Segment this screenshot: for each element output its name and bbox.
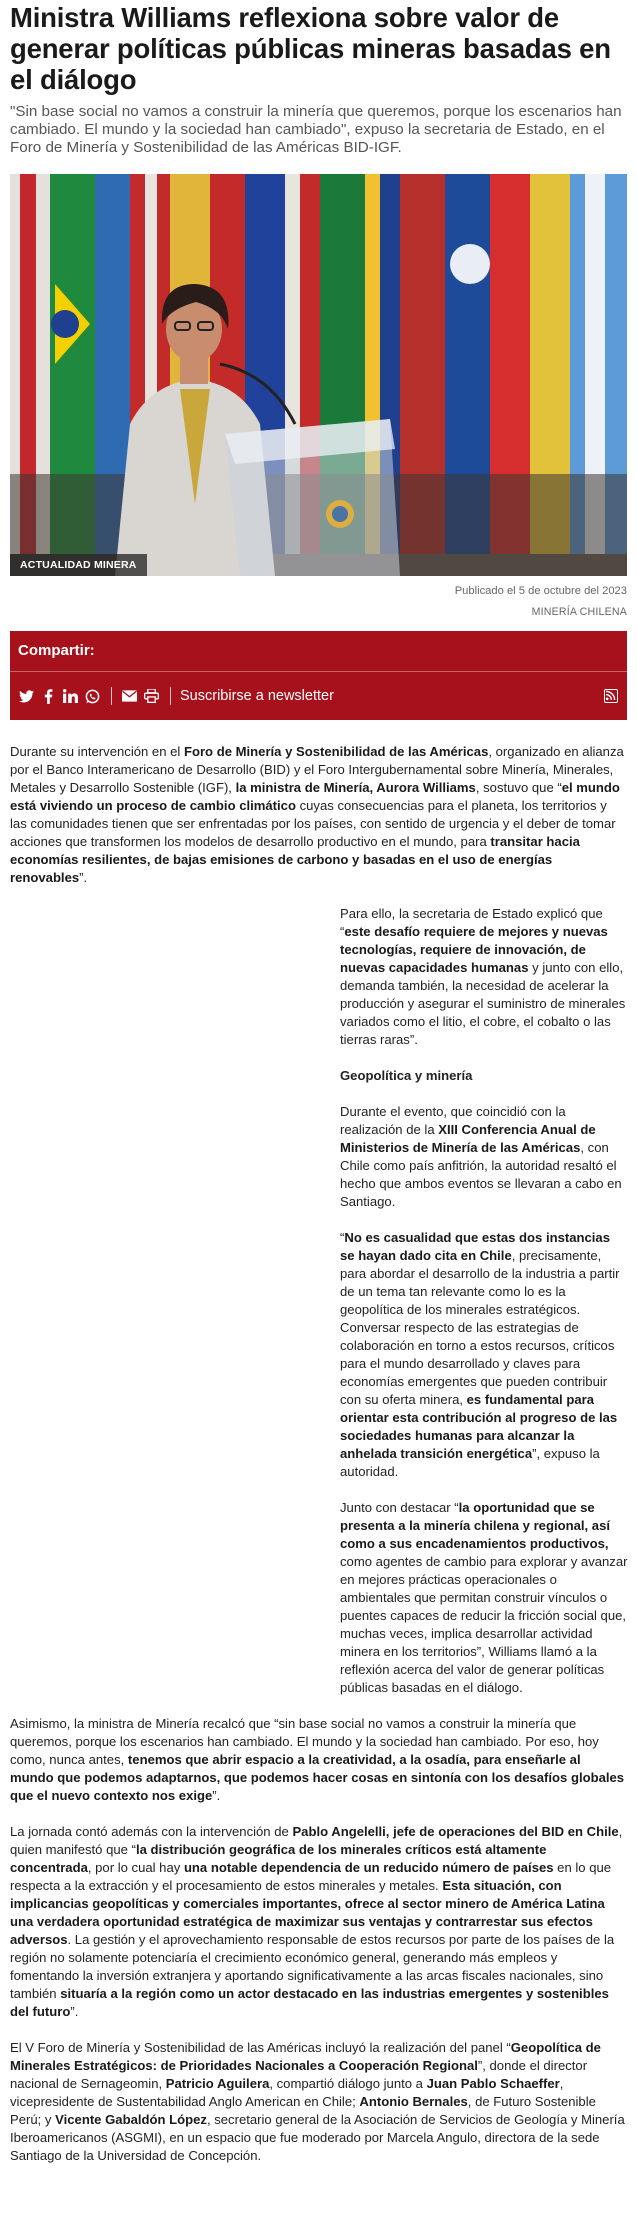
share-separator-2 xyxy=(170,687,171,705)
bold-segment: Geopolítica de Minerales Estratégicos: de Prioridades Nacionales a Cooperación Regional xyxy=(10,2040,601,2073)
paragraph-6 xyxy=(10,1715,627,1805)
twitter-icon[interactable] xyxy=(18,688,34,704)
text-segment: en lo que respecta a la extracción y el procesamiento de estos minerales y metales. xyxy=(10,1860,612,1893)
linkedin-icon[interactable] xyxy=(62,688,78,704)
source-label: MINERÍA CHILENA xyxy=(531,606,627,618)
share-title: Compartir: xyxy=(18,642,95,659)
publish-date: Publicado el 5 de octubre del 2023 xyxy=(454,585,627,597)
bold-segment: XIII Conferencia Anual de Ministerios de Minería de las Américas xyxy=(340,1122,596,1155)
whatsapp-icon[interactable] xyxy=(84,688,100,704)
bold-segment: el mundo está viviendo un proceso de cambio climático xyxy=(10,780,620,813)
bold-segment: tenemos que abrir espacio a la creatividad, a la osadía, para enseñarle al mundo que podemos adaptarnos, que podemos hacer cosas en sintonía con los desafíos globales que el nuevo contexto nos exige xyxy=(10,1752,625,1803)
newsletter-link[interactable]: Suscribirse a newsletter xyxy=(180,688,334,704)
paragraph-1 xyxy=(10,743,627,887)
text-segment: ”. xyxy=(70,2004,79,2019)
text-segment: cuyas consecuencias para el planeta, los territorios y las comunidades tienen que ser enfrentadas por los países, con sentido de urgencia y el deber de tomar acciones que transformen los modelos de desarrollo productivo en el mundo, para xyxy=(10,798,616,849)
paragraph-4 xyxy=(340,1229,628,1481)
text-segment: “ xyxy=(340,1230,345,1245)
right-column xyxy=(340,905,628,1697)
bold-segment: es fundamental para orientar esta contribución al progreso de las sociedades humanas para alcanzar la anhelada transición energética xyxy=(340,1392,618,1461)
text-segment: ”. xyxy=(212,1788,221,1803)
article-title: Ministra Williams reflexiona sobre valor de generar políticas públicas mineras basadas en el diálogo xyxy=(10,2,611,95)
bold-segment: la oportunidad que se presenta a la minería chilena y regional, así como a sus encadenamientos productivos, xyxy=(340,1500,610,1551)
text-segment: La jornada contó además con la intervención de xyxy=(10,1824,293,1839)
bold-segment: Antonio Bernales xyxy=(359,2094,468,2109)
share-separator xyxy=(111,687,112,705)
text-segment: ”. xyxy=(79,870,88,885)
text-segment: , organizado en alianza por el Banco Interamericano de Desarrollo (BID) y el Foro Intergubernamental sobre Minería, Minerales, Metales y Desarrollo Sostenible (IGF), xyxy=(10,744,624,795)
image-caption: ACTUALIDAD MINERA xyxy=(10,554,147,576)
rss-icon[interactable] xyxy=(604,689,618,703)
hero-photo-illustration xyxy=(10,174,627,576)
bold-segment: Patricio Aguilera xyxy=(165,2076,270,2091)
paragraph-3 xyxy=(340,1103,628,1211)
text-segment: , compartió diálogo junto a xyxy=(269,2076,427,2091)
text-segment: , sostuvo que “ xyxy=(475,780,562,795)
text-segment: , quien manifestó que “ xyxy=(10,1824,623,1857)
text-segment: Junto con destacar “ xyxy=(340,1500,459,1515)
text-segment: , de Futuro Sostenible Perú; y xyxy=(10,2094,596,2127)
paragraph-2 xyxy=(340,905,628,1049)
text-segment: . La gestión y el aprovechamiento responsable de estos recursos por parte de los países de la región no solamente potenciaría el crecimiento económico general, generando más empleos y fomentando la inversión extranjera y aportando significativamente a las arcas fiscales nacionales, sino también xyxy=(10,1932,615,2001)
text-segment: , por lo cual hay xyxy=(87,1860,184,1875)
text-segment: como agentes de cambio para explorar y avanzar en mejores prácticas operacionales o ambientales que permitan construir vínculos o puentes capaces de reducir la fricción social que, muchas veces, implica desarrollar actividad minera en los territorios”, Williams llamó a la reflexión acerca del valor de generar políticas públicas basadas en el diálogo. xyxy=(340,1554,628,1695)
print-icon[interactable] xyxy=(143,688,159,704)
share-divider xyxy=(10,671,627,672)
text-segment: El V Foro de Minería y Sostenibilidad de las Américas incluyó la realización del panel “ xyxy=(10,2040,511,2055)
bold-segment: transitar hacia economías resilientes, de bajas emisiones de carbono y basadas en el uso de energías renovables xyxy=(10,834,580,885)
share-bar xyxy=(10,631,627,720)
text-segment: Durante el evento, que coincidió con la realización de la xyxy=(340,1104,566,1137)
text-segment: ”, expuso la autoridad. xyxy=(340,1446,600,1479)
text-segment: , con Chile como país anfitrión, la autoridad resaltó el hecho que ambos eventos se llevaran a cabo en Santiago. xyxy=(340,1140,622,1209)
bold-segment: este desafío requiere de mejores y nuevas tecnologías, requiere de innovación, de nuevas capacidades humanas xyxy=(340,924,608,975)
email-icon[interactable] xyxy=(121,688,137,704)
bold-segment: Pablo Angelelli, jefe de operaciones del BID en Chile xyxy=(292,1824,619,1839)
section-subtitle: Geopolítica y minería xyxy=(340,1068,473,1083)
bold-segment: la ministra de Minería, Aurora Williams xyxy=(235,780,476,795)
article-body-continued xyxy=(10,1715,627,2165)
paragraph-7 xyxy=(10,1823,627,2021)
hero-photo xyxy=(10,174,627,576)
text-segment: Asimismo, la ministra de Minería recalcó que “sin base social no vamos a construir la minería que queremos, porque los escenarios han cambiado. El mundo y la sociedad han cambiado. Por eso, hoy como, nunca antes, xyxy=(10,1716,599,1767)
bold-segment: No es casualidad que estas dos instancias se hayan dado cita en Chile xyxy=(340,1230,610,1263)
bold-segment: Juan Pablo Schaeffer xyxy=(426,2076,560,2091)
paragraph-8 xyxy=(10,2039,627,2165)
text-segment: Durante su intervención en el xyxy=(10,744,184,759)
share-actions xyxy=(18,686,334,706)
bold-segment: la distribución geográfica de los minerales críticos está altamente concentrada xyxy=(10,1842,547,1875)
text-segment: y junto con ello, demanda también, la necesidad de acelerar la producción y asegurar el suministro de minerales variados como el litio, el cobre, el cobalto o las tierras raras”. xyxy=(340,960,626,1047)
bold-segment: una notable dependencia de un reducido número de países xyxy=(183,1860,554,1875)
facebook-icon[interactable] xyxy=(40,688,56,704)
text-segment: , vicepresidente de Sustentabilidad Anglo American en Chile; xyxy=(10,2076,564,2109)
text-segment: , secretario general de la Asociación de Servicios de Geología y Minería Iberoamericanos (ASGMI), en un espacio que fue moderado por Marcela Angulo, directora de la sede Santiago de la Universidad de Concepción. xyxy=(10,2112,625,2163)
text-segment: , precisamente, para abordar el desarrollo de la industria a partir de un tema tan relevante como lo es la geopolítica de los minerales estratégicos. Conversar respecto de las estrategias de colaboración en torno a estos recursos, críticos para el mundo desarrollado y claves para economías emergentes que pueden contribuir con su oferta minera, xyxy=(340,1248,620,1407)
podium xyxy=(225,419,400,576)
text-segment: Para ello, la secretaria de Estado explicó que “ xyxy=(340,906,603,939)
article-lead: "Sin base social no vamos a construir la minería que queremos, porque los escenarios han cambiado. El mundo y la sociedad han cambiado", expuso la secretaria de Estado, en el Foro de Minería y Sostenibilidad de las Américas BID-IGF. xyxy=(10,103,622,156)
bold-segment: Foro de Minería y Sostenibilidad de las Américas xyxy=(183,744,489,759)
bold-segment: situaría a la región como un actor destacado en las industrias emergentes y sostenibles del futuro xyxy=(10,1986,609,2019)
bold-segment: Vicente Gabaldón López xyxy=(55,2112,207,2127)
bold-segment: Esta situación, con implicancias geopolíticas y comerciales importantes, ofrece al sector minero de América Latina una verdadera oportunidad estratégica de maximizar sus ventajas y contrarrestar sus efectos adversos xyxy=(10,1878,605,1947)
paragraph-5 xyxy=(340,1499,628,1697)
text-segment: ”, donde el director nacional de Sernageomin, xyxy=(10,2058,588,2091)
